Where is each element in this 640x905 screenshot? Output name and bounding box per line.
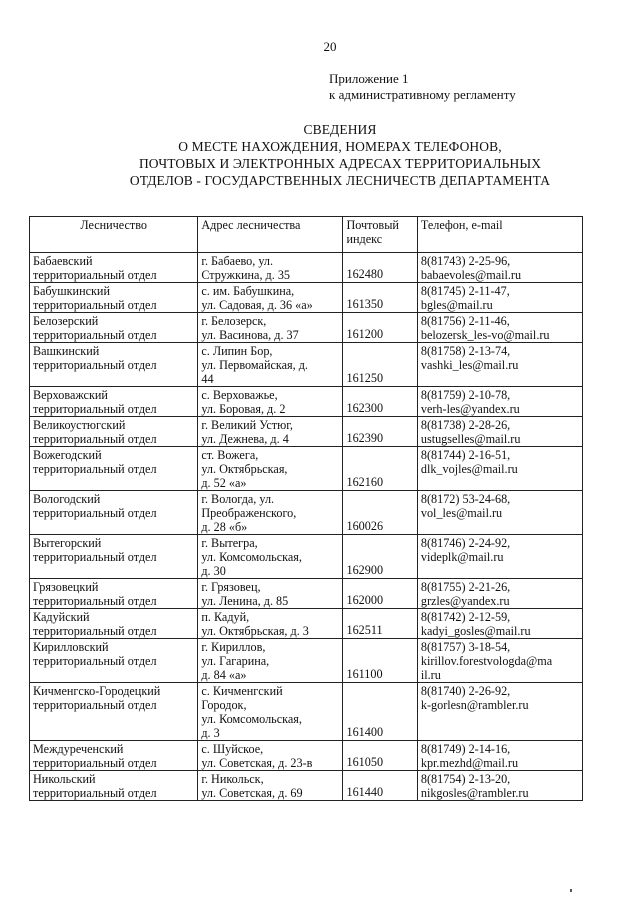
cell-line: 8(81745) 2-11-47, (420, 284, 510, 298)
contact-cell (417, 609, 582, 639)
table-row (30, 417, 583, 447)
address-cell (198, 579, 343, 609)
cell-line: vol_les@mail.ru (420, 506, 503, 520)
address-cell (198, 771, 343, 801)
cell-line: территориальный отдел (33, 654, 157, 668)
cell-line: г. Белозерск, (201, 314, 267, 328)
contact-cell (417, 535, 582, 579)
cell-line: г. Бабаево, ул. (201, 254, 274, 268)
postal-index-cell: 162900 (343, 535, 417, 579)
contact-cell (417, 387, 582, 417)
address-cell (198, 343, 343, 387)
cell-line: 8(81756) 2-11-46, (420, 314, 510, 328)
cell-line: Кичменгско-Городецкий (33, 684, 161, 698)
cell-line: belozersk_les-vo@mail.ru (420, 328, 550, 342)
cell-line: г. Грязовец, (201, 580, 261, 594)
header-forestry: Лесничество (30, 217, 198, 253)
cell-line: 8(81749) 2-14-16, (420, 742, 511, 756)
cell-line: Белозерский (33, 314, 99, 328)
cell-line: ustugselles@mail.ru (420, 432, 521, 446)
cell-line: Городок, (201, 698, 247, 712)
cell-line: территориальный отдел (33, 594, 157, 608)
cell-line: verh-les@yandex.ru (420, 402, 520, 416)
cell-line: ул. Комсомольская, (201, 550, 302, 564)
cell-line: территориальный отдел (33, 698, 157, 712)
cell-line: kadyi_gosles@mail.ru (420, 624, 531, 638)
table-row (30, 771, 583, 801)
forestry-table (29, 216, 583, 801)
cell-line: территориальный отдел (33, 550, 157, 564)
cell-line: ул. Гагарина, (201, 654, 270, 668)
cell-line: babaevoles@mail.ru (420, 268, 522, 282)
address-cell (198, 683, 343, 741)
table-row (30, 639, 583, 683)
cell-line: ул. Комсомольская, (201, 712, 302, 726)
cell-line: г. Никольск, (201, 772, 264, 786)
page-number: 20 (323, 39, 337, 54)
cell-line: 8(8172) 53-24-68, (420, 492, 511, 506)
table-row (30, 491, 583, 535)
cell-line: ул. Первомайская, д. (201, 358, 308, 372)
cell-line: 8(81759) 2-10-78, (420, 388, 511, 402)
table-row (30, 535, 583, 579)
cell-line: 8(81754) 2-13-20, (420, 772, 511, 786)
cell-line: территориальный отдел (33, 268, 157, 282)
cell-line: Стружкина, д. 35 (201, 268, 291, 282)
contact-cell (417, 491, 582, 535)
cell-line: территориальный отдел (33, 358, 157, 372)
contact-cell (417, 741, 582, 771)
forestry-name-cell (30, 283, 198, 313)
forestry-name-cell (30, 343, 198, 387)
appendix-note (329, 71, 516, 103)
cell-line: videplk@mail.ru (420, 550, 504, 564)
table-row (30, 343, 583, 387)
cell-line: ст. Вожега, (201, 448, 259, 462)
table-row (30, 253, 583, 283)
address-cell (198, 313, 343, 343)
postal-index-cell: 160026 (343, 491, 417, 535)
cell-line: ул. Октябрьская, д. 3 (201, 624, 309, 638)
forestry-name-cell (30, 313, 198, 343)
forestry-name-cell (30, 491, 198, 535)
appendix-line: к административному регламенту (329, 87, 516, 102)
cell-line: Междуреченский (33, 742, 124, 756)
cell-line: Вожегодский (33, 448, 102, 462)
cell-line: территориальный отдел (33, 786, 157, 800)
cell-line: д. 28 «б» (201, 520, 248, 534)
cell-line: Грязовецкий (33, 580, 99, 594)
cell-line: 8(81740) 2-26-92, (420, 684, 511, 698)
cell-line: п. Кадуй, (201, 610, 250, 624)
cell-line: 8(81755) 2-21-26, (420, 580, 511, 594)
forestry-name-cell (30, 447, 198, 491)
postal-index-cell: 162160 (343, 447, 417, 491)
cell-line: 8(81743) 2-25-96, (420, 254, 511, 268)
postal-index-cell: 162511 (343, 609, 417, 639)
cell-line: Кирилловский (33, 640, 109, 654)
forestry-name-cell (30, 387, 198, 417)
cell-line: ул. Боровая, д. 2 (201, 402, 286, 416)
cell-line: г. Вологда, ул. (201, 492, 275, 506)
cell-line: kirillov.forestvologda@ma (420, 654, 553, 668)
cell-line: bgles@mail.ru (420, 298, 493, 312)
contact-cell (417, 771, 582, 801)
cell-line: территориальный отдел (33, 462, 157, 476)
cell-line: Никольский (33, 772, 96, 786)
title-line: СВЕДЕНИЯ (303, 122, 377, 137)
cell-line: с. Шуйское, (201, 742, 264, 756)
cell-line: ул. Садовая, д. 36 «а» (201, 298, 313, 312)
cell-line: территориальный отдел (33, 328, 157, 342)
cell-line: с. Кичменгский (201, 684, 283, 698)
table-header-row (30, 217, 583, 253)
cell-line: Преображенского, (201, 506, 297, 520)
cell-line: Вашкинский (33, 344, 100, 358)
cell-line: ул. Советская, д. 69 (201, 786, 303, 800)
title-line: ОТДЕЛОВ - ГОСУДАРСТВЕННЫХ ЛЕСНИЧЕСТВ ДЕПАРТАМЕНТА (129, 173, 551, 188)
cell-line: д. 30 (201, 564, 226, 578)
table-row (30, 609, 583, 639)
cell-line: 44 (201, 372, 214, 386)
cell-line: Кадуйский (33, 610, 90, 624)
address-cell (198, 417, 343, 447)
postal-index-cell: 162300 (343, 387, 417, 417)
cell-line: д. 3 (201, 726, 220, 740)
forestry-name-cell (30, 609, 198, 639)
forestry-name-cell (30, 639, 198, 683)
postal-index-cell: 161200 (343, 313, 417, 343)
cell-line: территориальный отдел (33, 624, 157, 638)
cell-line: территориальный отдел (33, 506, 157, 520)
cell-line: ул. Советская, д. 23-в (201, 756, 313, 770)
postal-index-cell: 161100 (343, 639, 417, 683)
title-line: ПОЧТОВЫХ И ЭЛЕКТРОННЫХ АДРЕСАХ ТЕРРИТОРИАЛЬНЫХ (138, 156, 542, 171)
forestry-name-cell (30, 579, 198, 609)
cell-line: г. Вытегра, (201, 536, 258, 550)
cell-line: nikgosles@rambler.ru (420, 786, 529, 800)
table-row (30, 579, 583, 609)
contact-cell (417, 579, 582, 609)
cell-line: г. Великий Устюг, (201, 418, 293, 432)
postal-index-cell: 161440 (343, 771, 417, 801)
cell-line: г. Кириллов, (201, 640, 266, 654)
cell-line: д. 52 «а» (201, 476, 247, 490)
cell-line: Бабушкинский (33, 284, 110, 298)
cell-line: vashki_les@mail.ru (420, 358, 519, 372)
contact-cell (417, 253, 582, 283)
cell-line: д. 84 «а» (201, 668, 247, 682)
postal-index-cell: 161400 (343, 683, 417, 741)
postal-index-cell: 161250 (343, 343, 417, 387)
cell-line: с. им. Бабушкина, (201, 284, 295, 298)
cell-line: ул. Дежнева, д. 4 (201, 432, 289, 446)
postal-index-cell: 162000 (343, 579, 417, 609)
forestry-name-cell (30, 683, 198, 741)
cell-line: Великоустюгский (33, 418, 126, 432)
cell-line: Вологодский (33, 492, 101, 506)
cell-line: территориальный отдел (33, 298, 157, 312)
address-cell (198, 283, 343, 313)
cell-line: с. Липин Бор, (201, 344, 273, 358)
cell-line: dlk_vojles@mail.ru (420, 462, 518, 476)
contact-cell (417, 447, 582, 491)
table-row (30, 313, 583, 343)
forestry-name-cell (30, 253, 198, 283)
postal-index-cell: 162390 (343, 417, 417, 447)
cell-line: ул. Ленина, д. 85 (201, 594, 289, 608)
address-cell (198, 639, 343, 683)
contact-cell (417, 283, 582, 313)
cell-line: 8(81744) 2-16-51, (420, 448, 511, 462)
address-cell (198, 609, 343, 639)
header-postal-index: Почтовый индекс (343, 217, 417, 253)
cell-line: ул. Васинова, д. 37 (201, 328, 299, 342)
table-row (30, 447, 583, 491)
cell-line: k-gorlesn@rambler.ru (420, 698, 529, 712)
table-row (30, 283, 583, 313)
cell-line: с. Верховажье, (201, 388, 278, 402)
cell-line: il.ru (420, 668, 441, 682)
address-cell (198, 253, 343, 283)
cell-line: Бабаевский (33, 254, 93, 268)
postal-index-cell: 161350 (343, 283, 417, 313)
header-address: Адрес лесничества (198, 217, 343, 253)
document-title (90, 121, 590, 189)
address-cell (198, 387, 343, 417)
cell-line: 8(81738) 2-28-26, (420, 418, 511, 432)
cell-line: территориальный отдел (33, 432, 157, 446)
table-row (30, 387, 583, 417)
title-line: О МЕСТЕ НАХОЖДЕНИЯ, НОМЕРАХ ТЕЛЕФОНОВ, (178, 139, 502, 154)
cell-line: 8(81742) 2-12-59, (420, 610, 511, 624)
cell-line: 8(81758) 2-13-74, (420, 344, 511, 358)
cell-line: территориальный отдел (33, 402, 157, 416)
forestry-name-cell (30, 535, 198, 579)
postal-index-cell: 162480 (343, 253, 417, 283)
forestry-name-cell (30, 417, 198, 447)
address-cell (198, 447, 343, 491)
header-contacts: Телефон, e-mail (417, 217, 582, 253)
table-row (30, 683, 583, 741)
scan-mark (570, 889, 572, 892)
contact-cell (417, 313, 582, 343)
address-cell (198, 491, 343, 535)
contact-cell (417, 417, 582, 447)
postal-index-cell: 161050 (343, 741, 417, 771)
cell-line: grzles@yandex.ru (420, 594, 510, 608)
cell-line: Верховажский (33, 388, 108, 402)
cell-line: ул. Октябрьская, (201, 462, 288, 476)
address-cell (198, 741, 343, 771)
cell-line: kpr.mezhd@mail.ru (420, 756, 519, 770)
address-cell (198, 535, 343, 579)
contact-cell (417, 639, 582, 683)
forestry-name-cell (30, 741, 198, 771)
cell-line: 8(81757) 3-18-54, (420, 640, 511, 654)
appendix-line: Приложение 1 (329, 71, 409, 86)
cell-line: 8(81746) 2-24-92, (420, 536, 511, 550)
cell-line: Вытегорский (33, 536, 102, 550)
contact-cell (417, 683, 582, 741)
cell-line: территориальный отдел (33, 756, 157, 770)
table-body (30, 253, 583, 801)
contact-cell (417, 343, 582, 387)
table-row (30, 741, 583, 771)
forestry-name-cell (30, 771, 198, 801)
